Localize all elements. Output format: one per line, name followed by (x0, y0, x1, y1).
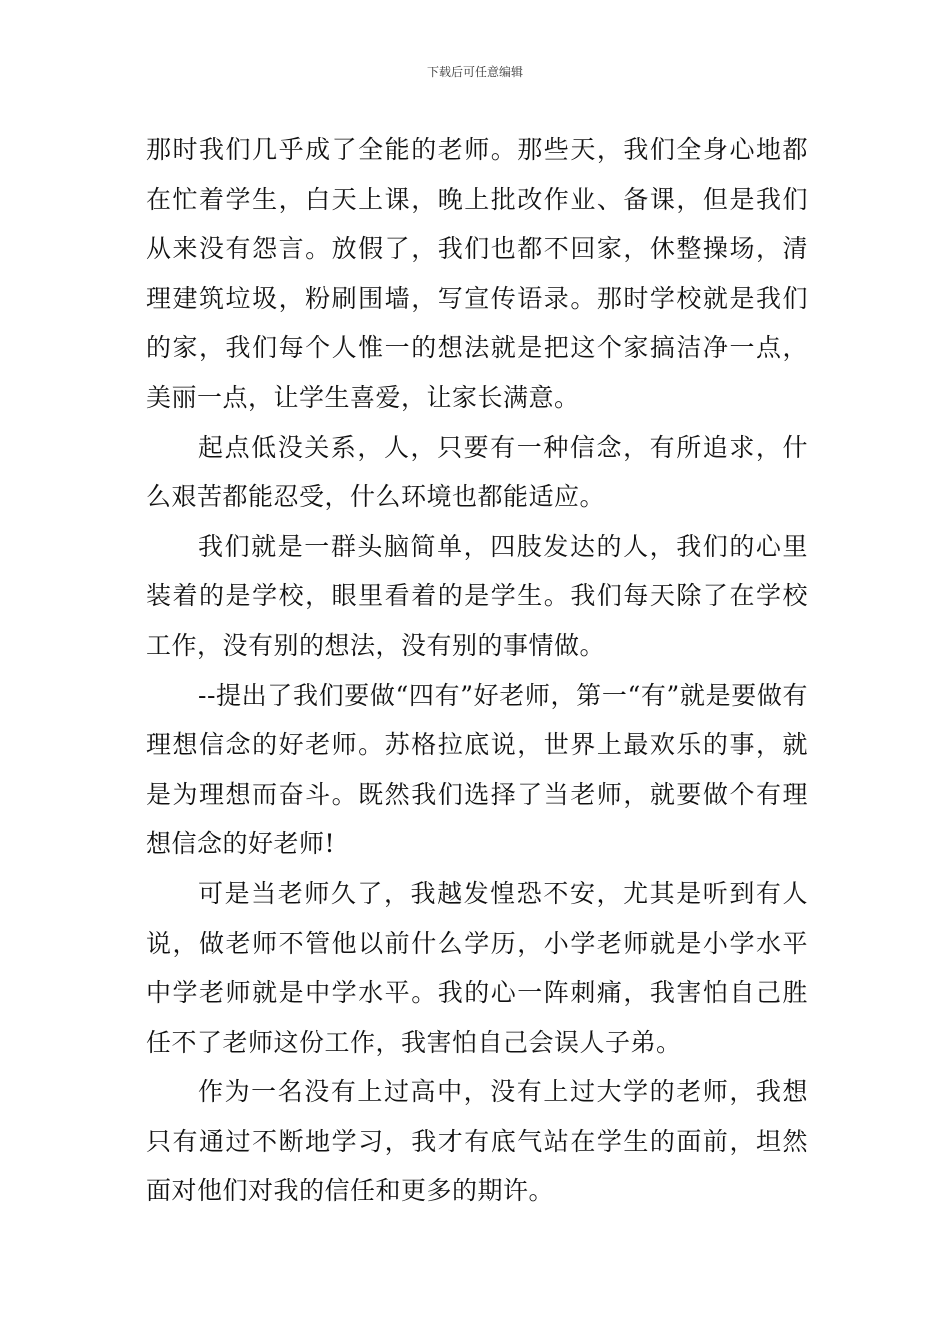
document-body (146, 125, 808, 1216)
paragraph-2: 起点低没关系，人，只要有一种信念，有所追求，什么艰苦都能忍受，什么环境也都能适应。 (146, 432, 808, 512)
paragraph-4: --提出了我们要做“四有”好老师，第一“有”就是要做有理想信念的好老师。苏格拉底说，世界上最欢乐的事，就是为理想而奋斗。既然我们选择了当老师，就要做个有理想信念的好老师! (146, 680, 808, 859)
paragraph-1: 那时我们几乎成了全能的老师。那些天，我们全身心地都在忙着学生，白天上课，晚上批改作业、备课，但是我们从来没有怨言。放假了，我们也都不回家，休整操场，清理建筑垃圾，粉刷围墙，写宣传语录。那时学校就是我们的家，我们每个人惟一的想法就是把这个家搞洁净一点，美丽一点，让学生喜爱，让家长满意。 (146, 135, 808, 412)
paragraph-3: 我们就是一群头脑简单，四肢发达的人，我们的心里装着的是学校，眼里看着的是学生。我们每天除了在学校工作，没有别的想法，没有别的事情做。 (146, 531, 808, 660)
paragraph-6: 作为一名没有上过高中，没有上过大学的老师，我想只有通过不断地学习，我才有底气站在学生的面前，坦然面对他们对我的信任和更多的期许。 (146, 1077, 808, 1206)
paragraph-5: 可是当老师久了，我越发惶恐不安，尤其是听到有人说，做老师不管他以前什么学历，小学老师就是小学水平中学老师就是中学水平。我的心一阵刺痛，我害怕自己胜任不了老师这份工作，我害怕自己会误人子弟。 (146, 878, 808, 1057)
page-header: 下载后可任意编辑 (426, 65, 523, 79)
